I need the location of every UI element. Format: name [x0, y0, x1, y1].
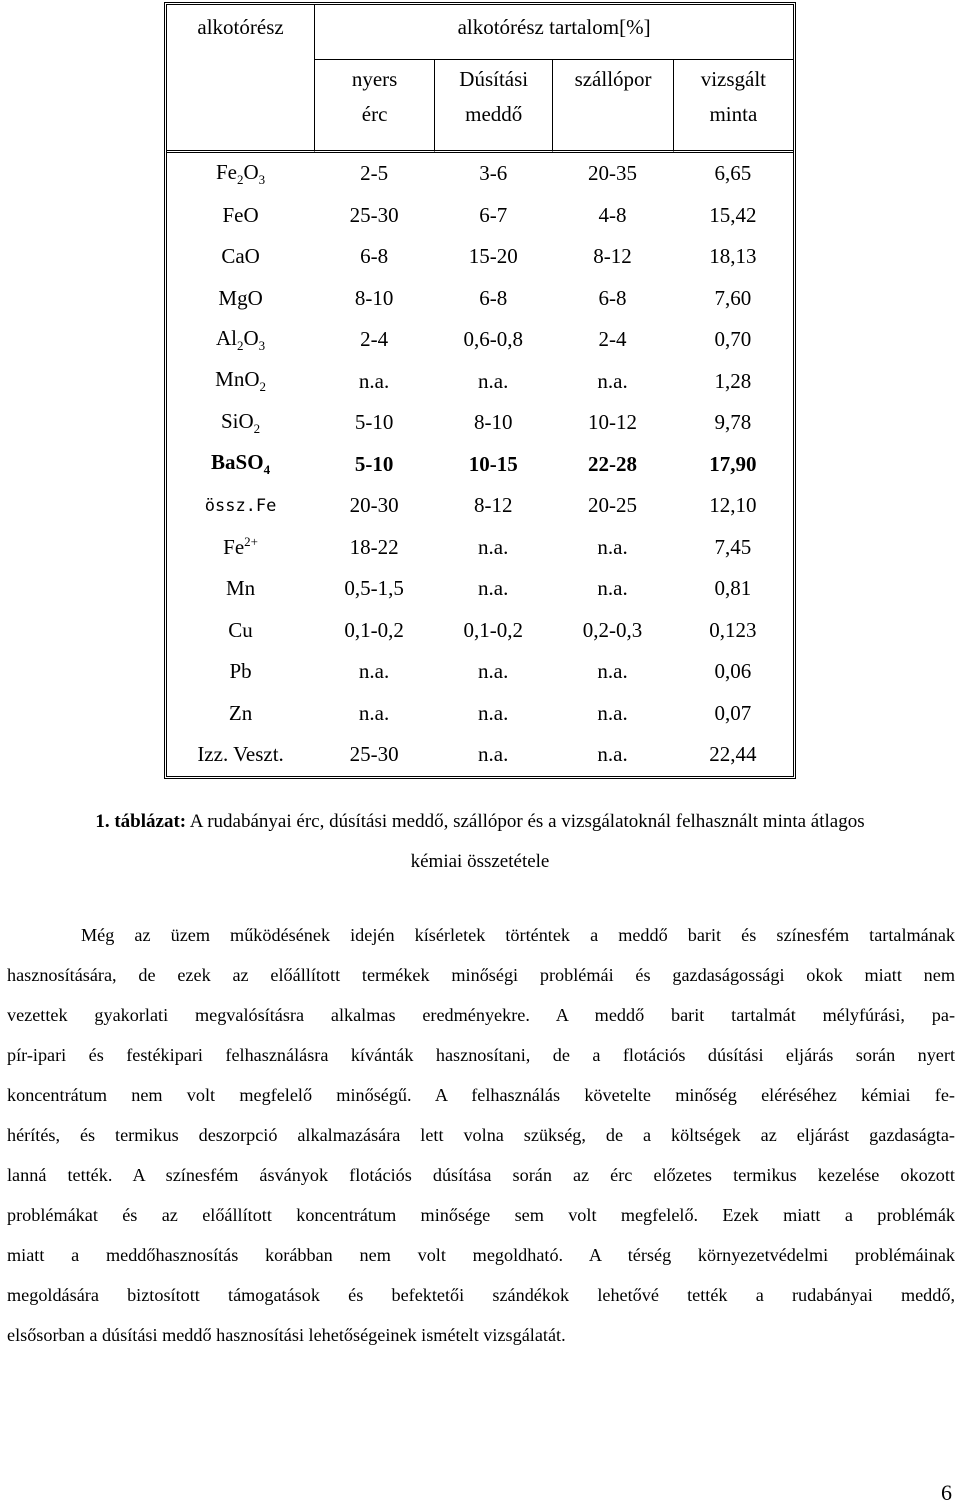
row-value-cell: 4-8 — [598, 202, 627, 227]
row-component-name: FeO — [222, 202, 259, 227]
row-value-cell: n.a. — [597, 659, 628, 684]
row-value-cell: 17,90 — [709, 451, 757, 476]
paragraph-line: Még az üzem működésének idején kísérletek történtek a meddő barit és színesfém tartalmának — [81, 925, 955, 945]
paragraph-line: lanná tették. A színesfém ásványok flotációs dúsítása során az érc előzetes termikus kezelése okozott — [7, 1165, 955, 1185]
col-header-line1: vizsgált — [673, 60, 793, 98]
paragraph-line: miatt a meddőhasznosítás korábban nem volt megoldható. A térség környezetvédelmi problémáinak — [7, 1245, 955, 1265]
row-value-cell: 10-15 — [468, 451, 518, 476]
row-value-cell: 22-28 — [588, 451, 638, 476]
row-component-name: Izz. Veszt. — [197, 742, 284, 767]
row-value-cell: 18-22 — [349, 534, 399, 559]
table-row — [167, 319, 793, 361]
row-component-name: Pb — [229, 659, 252, 684]
row-value-cell: 3-6 — [479, 161, 508, 186]
header-content: alkotórész tartalom[%] — [314, 5, 793, 60]
page-number: 6 — [941, 1480, 952, 1505]
row-component-name: Mn — [225, 576, 256, 601]
col-header-line2: minta — [673, 98, 793, 153]
row-value-cell: 7,60 — [714, 285, 752, 310]
composition-table — [164, 2, 796, 779]
table-caption — [0, 802, 960, 882]
row-value-cell: n.a. — [478, 742, 509, 767]
row-value-cell: 6-8 — [598, 285, 627, 310]
row-value-cell: 5-10 — [354, 451, 394, 476]
row-value-cell: n.a. — [478, 576, 509, 601]
row-value-cell: 8-12 — [593, 244, 632, 269]
header-component: alkotórész — [197, 15, 284, 39]
row-value-cell: n.a. — [478, 368, 509, 393]
row-value-cell: 20-25 — [588, 493, 638, 518]
row-value-cell: 2-5 — [360, 161, 389, 186]
paragraph-line: pír-ipari és festékipari felhasználásra kívánták hasznosítani, de a flotációs dúsítási eljárás során nyert — [7, 1045, 955, 1065]
col-header-line1: szállópor — [552, 60, 672, 98]
row-value-cell: n.a. — [597, 534, 628, 559]
row-value-cell: 12,10 — [709, 493, 757, 518]
paragraph-line: megoldására biztosított támogatások és befektetői szándékok lehetővé tették a rudabányai meddő, — [7, 1285, 955, 1305]
row-value-cell: 8-10 — [354, 285, 394, 310]
row-value-cell: 0,2-0,3 — [582, 617, 643, 642]
table-row — [167, 734, 793, 776]
table-row — [167, 693, 793, 735]
row-value-cell: n.a. — [358, 368, 390, 393]
table-subheader-row — [167, 60, 793, 98]
row-value-cell: 0,123 — [709, 617, 757, 642]
row-value-cell: 9,78 — [714, 410, 752, 435]
table-body — [167, 153, 793, 776]
row-value-cell: 0,81 — [714, 576, 752, 601]
col-header-line1: nyers — [314, 60, 434, 98]
row-value-cell: n.a. — [597, 576, 628, 601]
table-header-row — [167, 5, 793, 60]
paragraph-line: vezettek gyakorlati megvalósításra alkalmas eredményekre. A meddő barit tartalmát mélyfúrási, pa- — [7, 1005, 955, 1025]
row-value-cell: n.a. — [597, 742, 628, 767]
row-value-cell: 1,28 — [714, 368, 752, 393]
row-value-cell: 0,1-0,2 — [344, 617, 404, 642]
table-row — [167, 568, 793, 610]
caption-text: A rudabányai érc, dúsítási meddő, szállópor és a vizsgálatoknál felhasznált minta átlagos — [186, 811, 865, 832]
row-value-cell: 20-35 — [588, 161, 638, 186]
table-row — [167, 444, 793, 486]
row-value-cell: 8-10 — [473, 410, 513, 435]
caption-label: 1. táblázat: — [95, 811, 187, 832]
row-value-cell: 6-7 — [479, 202, 508, 227]
row-value-cell: 18,13 — [709, 244, 757, 269]
row-component-name: BaSO$_4$ — [211, 450, 271, 478]
table-row — [167, 485, 793, 527]
row-component-name: CaO — [221, 244, 260, 269]
row-value-cell: 6-8 — [479, 285, 508, 310]
row-component-name: $Fe_2O_3$ — [215, 159, 266, 187]
table-row — [167, 153, 793, 195]
row-value-cell: n.a. — [478, 534, 509, 559]
paragraph-line: koncentrátum nem volt megfelelő minőségű. A felhasználás követelte minőség eléréséhez kémiai fe- — [7, 1085, 955, 1105]
body-paragraph — [7, 915, 955, 1355]
row-value-cell: n.a. — [358, 700, 390, 725]
paragraph-line: elsősorban a dúsítási meddő hasznosítási lehetőségeinek ismételt vizsgálatát. — [7, 1325, 566, 1345]
row-value-cell: 22,44 — [709, 742, 757, 767]
row-value-cell: 10-12 — [588, 410, 638, 435]
row-value-cell: 6,65 — [714, 161, 752, 186]
table-row — [167, 402, 793, 444]
row-value-cell: 8-12 — [473, 493, 513, 518]
row-component-name: össz.Fe — [204, 495, 277, 516]
table-row — [167, 278, 793, 320]
row-value-cell: 15-20 — [468, 244, 518, 269]
row-value-cell: n.a. — [358, 659, 390, 684]
row-value-cell: 0,1-0,2 — [463, 617, 523, 642]
row-value-cell: 5-10 — [354, 410, 394, 435]
row-value-cell: 0,6-0,8 — [463, 327, 523, 352]
col-header-line2: érc — [314, 98, 434, 153]
col-header-line1: Dúsítási — [434, 60, 552, 98]
row-component-name: SiO$_2$ — [220, 408, 261, 436]
col-header-line2: meddő — [434, 98, 552, 153]
row-value-cell: 0,07 — [714, 700, 752, 725]
paragraph-line: hasznosítására, de ezek az előállított termékek minőségi problémái és gazdaságossági okok miatt nem — [7, 965, 955, 985]
row-value-cell: 20-30 — [349, 493, 399, 518]
table-row — [167, 651, 793, 693]
row-value-cell: 0,5-1,5 — [344, 576, 404, 601]
table-row — [167, 236, 793, 278]
row-component-name: $Al_2O_3$ — [215, 325, 266, 353]
row-value-cell: 6-8 — [360, 244, 389, 269]
table-row — [167, 527, 793, 569]
row-component-name: Cu — [228, 617, 253, 642]
row-value-cell: 2-4 — [598, 327, 627, 352]
paragraph-line: problémákat és az előállított koncentrátum minősége sem volt megfelelő. Ezek miatt a problémák — [7, 1205, 955, 1225]
table-row — [167, 361, 793, 403]
row-value-cell: n.a. — [478, 700, 509, 725]
row-component-name: Zn — [228, 700, 253, 725]
table-row — [167, 610, 793, 652]
row-component-name: $Fe^{2+}$ — [223, 534, 258, 560]
row-component-name: MnO$_2$ — [215, 367, 266, 395]
row-value-cell: 15,42 — [709, 202, 757, 227]
table-row — [167, 195, 793, 237]
col-header-line2 — [552, 98, 672, 153]
row-value-cell: 7,45 — [714, 534, 752, 559]
table-subheader-row — [167, 98, 793, 153]
row-component-name: MgO — [218, 285, 263, 310]
row-value-cell: 0,70 — [714, 327, 752, 352]
row-value-cell: 25-30 — [349, 202, 399, 227]
row-value-cell: 2-4 — [360, 327, 389, 352]
caption-text-line2: kémiai összetétele — [410, 851, 550, 872]
row-value-cell: n.a. — [597, 700, 628, 725]
row-value-cell: n.a. — [597, 368, 628, 393]
paragraph-line: hérítés, és termikus deszorpció alkalmazására lett volna szükség, de a költségek az eljárást gazdaságta- — [7, 1125, 955, 1145]
row-value-cell: 25-30 — [349, 742, 399, 767]
row-value-cell: n.a. — [478, 659, 509, 684]
row-value-cell: 0,06 — [714, 659, 752, 684]
